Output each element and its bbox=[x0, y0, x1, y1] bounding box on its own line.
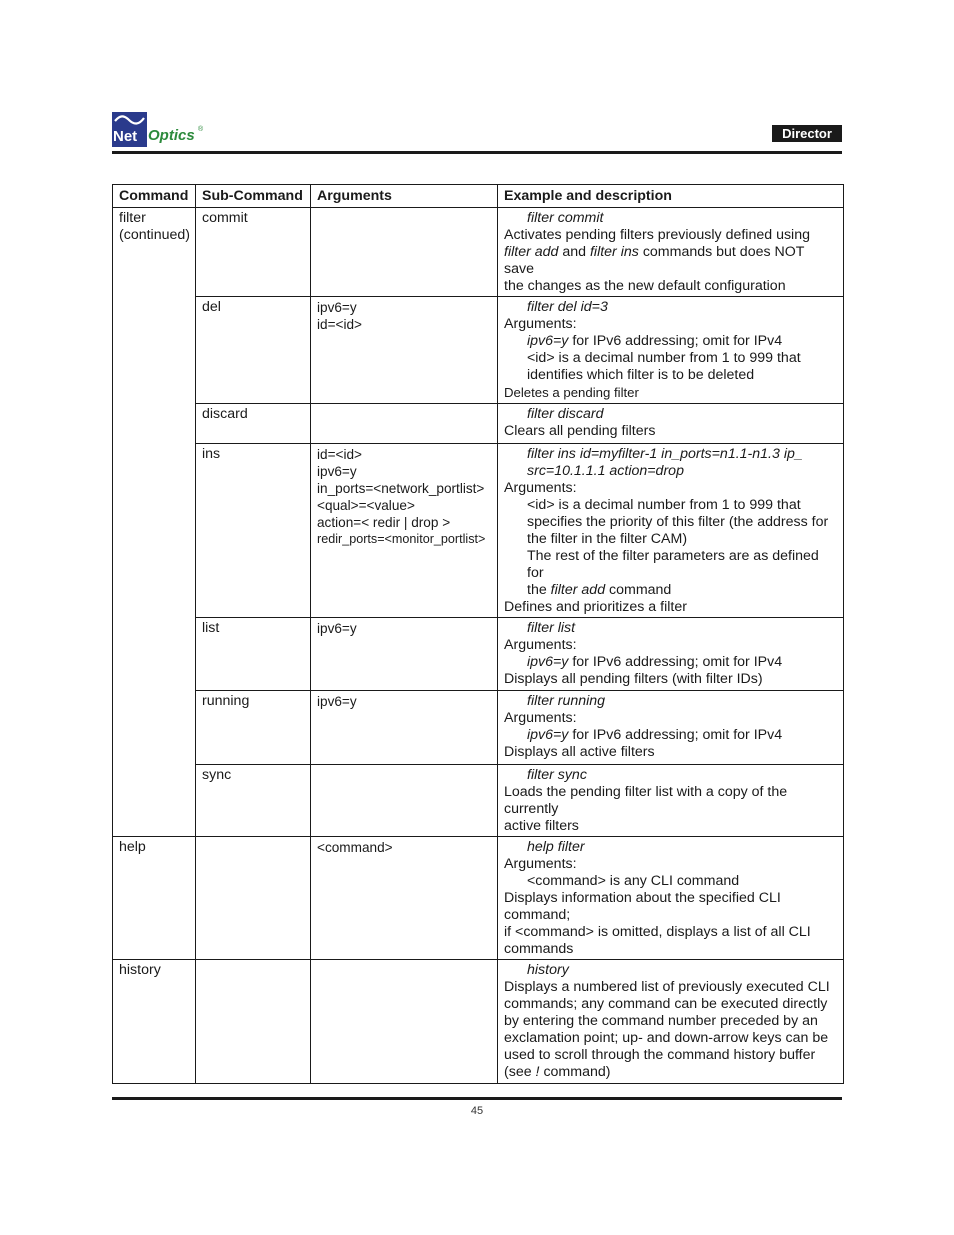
example-line: src=10.1.1.1 action=drop bbox=[527, 463, 684, 479]
command-table bbox=[112, 184, 844, 1084]
description-line: (see ! command) bbox=[504, 1064, 611, 1080]
arguments-cell bbox=[311, 765, 498, 837]
description-line: Displays information about the specified CLI command; bbox=[504, 890, 781, 923]
description-line: Defines and prioritizes a filter bbox=[504, 599, 687, 615]
argument: action=< redir | drop > bbox=[317, 515, 451, 530]
argument-detail: The rest of the filter parameters are as defined for bbox=[527, 548, 819, 581]
argument-detail: <command> is any CLI command bbox=[527, 873, 740, 889]
subcommand-cell: del bbox=[196, 297, 311, 404]
subcommand-cell: ins bbox=[196, 444, 311, 618]
table-header-row bbox=[113, 185, 844, 208]
description-line: Displays a numbered list of previously executed CLI bbox=[504, 979, 830, 995]
argument-detail: <id> is a decimal number from 1 to 999 that bbox=[527, 350, 801, 366]
argument-detail: <id> is a decimal number from 1 to 999 that bbox=[527, 497, 801, 513]
table-row bbox=[113, 208, 844, 297]
description-cell bbox=[498, 691, 844, 765]
header-example-description: Example and description bbox=[498, 185, 844, 208]
argument: id=<id> bbox=[317, 447, 362, 462]
description-cell bbox=[498, 618, 844, 691]
argument: ipv6=y bbox=[317, 694, 357, 709]
command-cell-help: help bbox=[113, 837, 196, 960]
example-line: filter commit bbox=[527, 210, 604, 226]
argument-detail: identifies which filter is to be deleted bbox=[527, 367, 755, 383]
arguments-cell bbox=[311, 444, 498, 618]
description-line: commands bbox=[504, 941, 574, 957]
arguments-cell bbox=[311, 837, 498, 960]
argument: ipv6=y bbox=[317, 300, 357, 315]
argument-detail: ipv6=y for IPv6 addressing; omit for IPv4 bbox=[527, 654, 783, 670]
footer-rule bbox=[112, 1097, 842, 1100]
product-badge: Director bbox=[772, 125, 842, 142]
table-row bbox=[113, 297, 844, 404]
header-rule bbox=[112, 151, 842, 154]
arguments-cell bbox=[311, 404, 498, 444]
description-line: active filters bbox=[504, 818, 579, 834]
page-number: 45 bbox=[470, 1105, 484, 1117]
argument: <command> bbox=[317, 840, 393, 855]
description-cell bbox=[498, 444, 844, 618]
argument-detail: the filter add command bbox=[527, 582, 672, 598]
command-cell-history: history bbox=[113, 960, 196, 1084]
argument: ipv6=y bbox=[317, 621, 357, 636]
example-line: help filter bbox=[527, 839, 585, 855]
arguments-label: Arguments: bbox=[504, 637, 577, 653]
header-sub-command: Sub-Command bbox=[196, 185, 311, 208]
argument-detail: ipv6=y for IPv6 addressing; omit for IPv4 bbox=[527, 727, 783, 743]
description-line: filter add and filter ins commands but does NOT save bbox=[504, 244, 805, 277]
description-line: Loads the pending filter list with a copy of the currently bbox=[504, 784, 788, 817]
logo-registered-mark: ® bbox=[198, 126, 204, 133]
subcommand-cell bbox=[196, 960, 311, 1084]
subcommand-cell: discard bbox=[196, 404, 311, 444]
description-line: used to scroll through the command history buffer bbox=[504, 1047, 816, 1063]
description-cell bbox=[498, 208, 844, 297]
description-line: by entering the command number preceded by an bbox=[504, 1013, 818, 1029]
argument: in_ports=<network_portlist> bbox=[317, 481, 485, 496]
logo-net-text: Net bbox=[113, 128, 138, 145]
subcommand-cell: commit bbox=[196, 208, 311, 297]
table-row bbox=[113, 960, 844, 1084]
example-line: history bbox=[527, 962, 569, 978]
argument: redir_ports=<monitor_portlist> bbox=[317, 532, 486, 546]
table-row bbox=[113, 837, 844, 960]
argument-detail: the filter in the filter CAM) bbox=[527, 531, 688, 547]
description-cell bbox=[498, 404, 844, 444]
description-line: Deletes a pending filter bbox=[504, 385, 639, 400]
arguments-cell bbox=[311, 618, 498, 691]
command-name: filter bbox=[119, 210, 146, 226]
logo-optics-text: Optics bbox=[148, 127, 195, 144]
argument: ipv6=y bbox=[317, 464, 357, 479]
description-cell bbox=[498, 837, 844, 960]
example-line: filter list bbox=[527, 620, 576, 636]
subcommand-cell bbox=[196, 837, 311, 960]
table-row bbox=[113, 404, 844, 444]
arguments-cell bbox=[311, 208, 498, 297]
command-continued: (continued) bbox=[119, 227, 190, 243]
arguments-label: Arguments: bbox=[504, 856, 577, 872]
table-row bbox=[113, 444, 844, 618]
arguments-cell bbox=[311, 960, 498, 1084]
description-line: the changes as the new default configuration bbox=[504, 278, 786, 294]
description-line: Displays all pending filters (with filter IDs) bbox=[504, 671, 763, 687]
command-cell-filter bbox=[113, 208, 196, 837]
subcommand-cell: running bbox=[196, 691, 311, 765]
description-cell bbox=[498, 297, 844, 404]
argument: <qual>=<value> bbox=[317, 498, 415, 513]
subcommand-cell: list bbox=[196, 618, 311, 691]
netoptics-logo bbox=[112, 112, 232, 148]
example-line: filter running bbox=[527, 693, 606, 709]
example-line: filter del id=3 bbox=[527, 299, 608, 315]
argument-detail: specifies the priority of this filter (the address for bbox=[527, 514, 829, 530]
arguments-label: Arguments: bbox=[504, 480, 577, 496]
arguments-label: Arguments: bbox=[504, 710, 577, 726]
table-row bbox=[113, 765, 844, 837]
logo-mark bbox=[112, 112, 147, 147]
table-row bbox=[113, 691, 844, 765]
description-cell bbox=[498, 960, 844, 1084]
header-arguments: Arguments bbox=[311, 185, 498, 208]
argument: id=<id> bbox=[317, 317, 362, 332]
description-line: exclamation point; up- and down-arrow keys can be bbox=[504, 1030, 829, 1046]
description-line: Activates pending filters previously defined using bbox=[504, 227, 810, 243]
argument-detail: ipv6=y for IPv6 addressing; omit for IPv4 bbox=[527, 333, 783, 349]
description-line: Displays all active filters bbox=[504, 744, 655, 760]
description-line: commands; any command can be executed directly bbox=[504, 996, 828, 1012]
arguments-label: Arguments: bbox=[504, 316, 577, 332]
example-line: filter sync bbox=[527, 767, 587, 783]
description-line: Clears all pending filters bbox=[504, 423, 656, 439]
arguments-cell bbox=[311, 691, 498, 765]
logo-wave-icon bbox=[114, 115, 145, 125]
description-line: if <command> is omitted, displays a list of all CLI bbox=[504, 924, 811, 940]
arguments-cell bbox=[311, 297, 498, 404]
example-line: filter ins id=myfilter-1 in_ports=n1.1-n1.3 ip_ bbox=[527, 446, 803, 462]
header-command: Command bbox=[113, 185, 196, 208]
subcommand-cell: sync bbox=[196, 765, 311, 837]
example-line: filter discard bbox=[527, 406, 604, 422]
description-cell bbox=[498, 765, 844, 837]
table-row bbox=[113, 618, 844, 691]
